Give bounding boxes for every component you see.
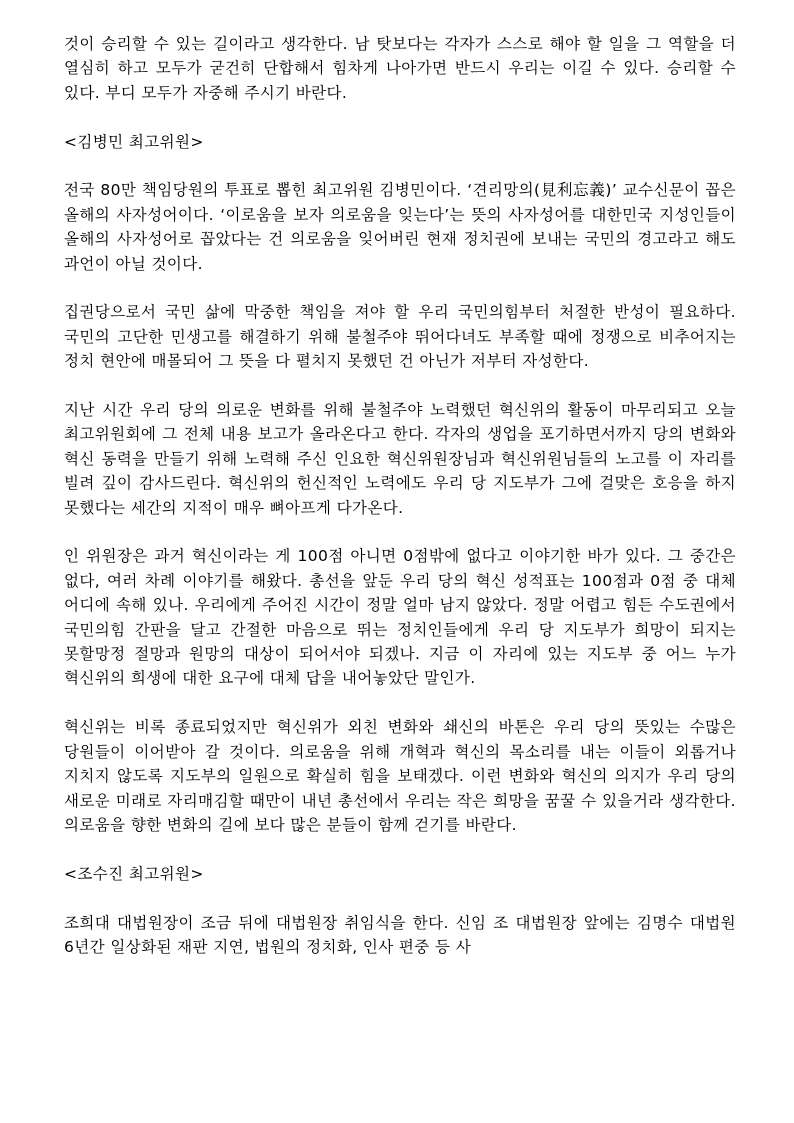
paragraph-kim-innovation-committee: 지난 시간 우리 당의 의로운 변화를 위해 불철주야 노력했던 혁신위의 활동이 마무리되고 오늘 최고위원회에 그 전체 내용 보고가 올라온다고 한다. 각자의 생업을 포기하면서까지 당의 변화와 혁신 동력을 만들기 위해 노력해 주신 인요한 혁신위원장님과 혁신위원님들의 노고를 이 자리를 빌려 깊이 감사드린다. 혁신위의 헌신적인 노력에도 우리 당 지도부가 그에 걸맞은 호응을 하지 못했다는 세간의 지적이 매우 뼈아프게 다가온다. — [64, 401, 736, 517]
paragraph-closing-remarks: 것이 승리할 수 있는 길이라고 생각한다. 남 탓보다는 각자가 스스로 해야 할 일을 그 역할을 더 열심히 하고 모두가 굳건히 단합해서 힘차게 나아가면 반드시 우리는 이길 수 있다. 승리할 수 있다. 부디 모두가 자중해 주시기 바란다. — [64, 35, 736, 102]
paragraph-kim-intro: 전국 80만 책임당원의 투표로 뽑힌 최고위원 김병민이다. ‘견리망의(見利忘義)’ 교수신문이 꼽은 올해의 사자성어이다. ‘이로움을 보자 의로움을 잊는다’는 뜻의 사자성어를 대한민국 지성인들이 올해의 사자성어로 꼽았다는 건 의로움을 잊어버린 현재 정치권에 보내는 국민의 경고라고 해도 과언이 아닐 것이다. — [64, 181, 736, 273]
paragraph-kim-reflection: 집권당으로서 국민 삶에 막중한 책임을 져야 할 우리 국민의힘부터 처절한 반성이 필요하다. 국민의 고단한 민생고를 해결하기 위해 불철주야 뛰어다녀도 부족할 때에 정쟁으로 비추어지는 정치 현안에 매몰되어 그 뜻을 다 펼치지 못했던 건 아닌가 저부터 자성한다. — [64, 303, 736, 371]
speaker-heading-kim-byungmin: <김병민 최고위원> — [64, 132, 204, 151]
speaker-heading-cho-soojin: <조수진 최고위원> — [64, 864, 204, 883]
paragraph-cho-intro: 조희대 대법원장이 조금 뒤에 대법원장 취임식을 한다. 신임 조 대법원장 앞에는 김명수 대법원 6년간 일상화된 재판 지연, 법원의 정치화, 인사 편중 등 사 — [64, 913, 736, 956]
paragraph-kim-conclusion: 혁신위는 비록 종료되었지만 혁신위가 외친 변화와 쇄신의 바톤은 우리 당의 뜻있는 수많은 당원들이 이어받아 갈 것이다. 의로움을 위해 개혁과 혁신의 목소리를 내는 이들이 외롭거나 지치지 않도록 지도부의 일원으로 확실히 힘을 보태겠다. 이런 변화와 혁신의 의지가 우리 당의 새로운 미래로 자리매김할 때만이 내년 총선에서 우리는 작은 희망을 꿈꿀 수 있을거라 생각한다. 의로움을 향한 변화의 길에 보다 많은 분들이 함께 걷기를 바란다. — [64, 718, 736, 834]
paragraph-kim-score: 인 위원장은 과거 혁신이라는 게 100점 아니면 0점밖에 없다고 이야기한 바가 있다. 그 중간은 없다, 여러 차례 이야기를 해왔다. 총선을 앞둔 우리 당의 혁신 성적표는 100점과 0점 중 대체 어디에 속해 있나. 우리에게 주어진 시간이 정말 얼마 남지 않았다. 정말 어렵고 힘든 수도권에서 국민의힘 간판을 달고 간절한 마음으로 뛰는 정치인들에게 우리 당 지도부가 희망이 되지는 못할망정 절망과 원망의 대상이 되어서야 되겠나. 지금 이 자리에 있는 지도부 중 어느 누가 혁신위의 희생에 대한 요구에 대체 답을 내어놓았단 말인가. — [64, 547, 736, 688]
document-page — [64, 32, 736, 984]
